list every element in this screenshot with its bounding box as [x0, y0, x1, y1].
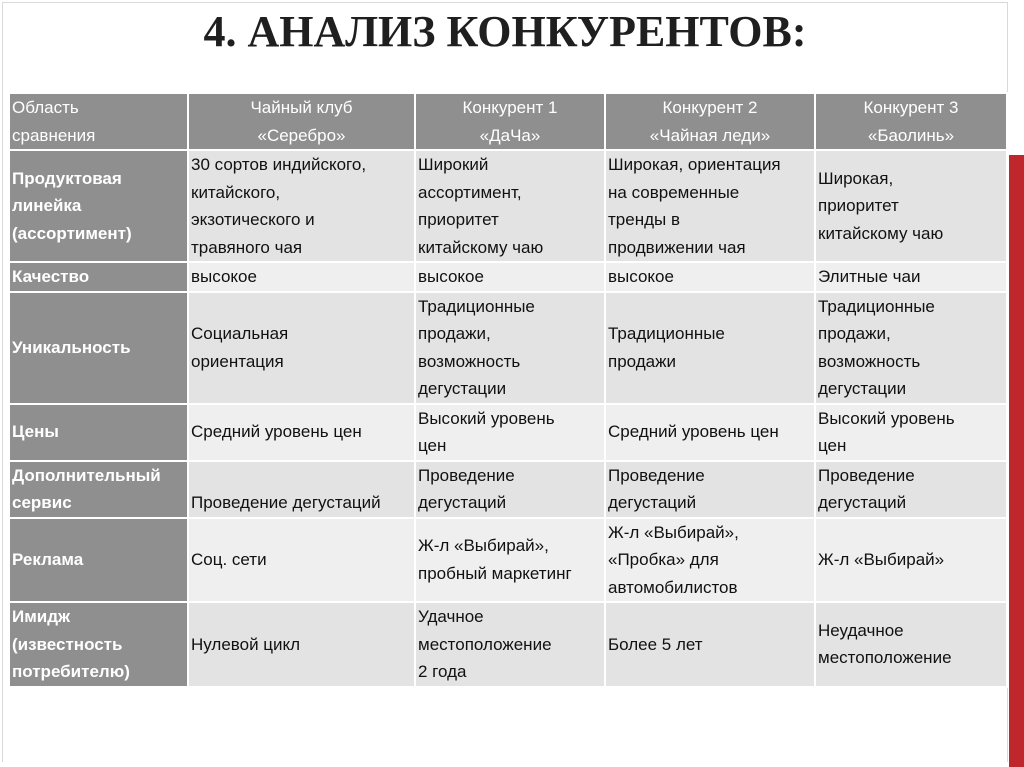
table-cell [188, 292, 415, 404]
cell-line: высокое [608, 267, 674, 286]
cell-line: Высокий уровень [818, 408, 955, 428]
cell-line: Традиционные [418, 296, 535, 316]
table-cell [605, 602, 815, 687]
header-line: Чайный клуб [250, 98, 353, 117]
cell-line: высокое [418, 267, 484, 286]
cell-line: на современные [608, 182, 740, 202]
cell-line: Элитные чаи [818, 267, 921, 286]
table-cell [188, 150, 415, 262]
cell-line: Проведение дегустаций [191, 493, 381, 512]
cell-line: пробный маркетинг [418, 563, 572, 583]
table-cell [415, 262, 605, 292]
row-label-line: (ассортимент) [12, 223, 132, 243]
table-row-uniqueness [9, 292, 1007, 404]
table-cell [815, 404, 1007, 461]
cell-line: продажи, [418, 324, 491, 343]
table-cell [188, 404, 415, 461]
comparison-table [8, 92, 1008, 688]
cell-line: Проведение [608, 465, 705, 485]
cell-line: китайского, [191, 182, 281, 202]
row-label-line: Реклама [12, 550, 84, 569]
cell-line: местоположение [818, 648, 952, 668]
table-cell [815, 461, 1007, 518]
cell-line: высокое [191, 267, 257, 286]
table-row-quality [9, 262, 1007, 292]
table-cell [605, 461, 815, 518]
row-label-service [9, 461, 188, 518]
table-cell [188, 518, 415, 603]
row-label-line: Уникальность [12, 337, 131, 357]
accent-bar [1009, 155, 1024, 767]
cell-line: Неудачное [818, 620, 904, 640]
table-row-advertising [9, 518, 1007, 603]
table-row-prices [9, 404, 1007, 461]
table-cell [605, 292, 815, 404]
row-label-line: Цены [12, 422, 59, 442]
cell-line: Социальная [191, 324, 289, 343]
cell-line: Широкий [418, 155, 489, 174]
table-cell [415, 461, 605, 518]
table-cell [815, 292, 1007, 404]
table-cell [415, 150, 605, 262]
row-label-line: сервис [12, 493, 72, 512]
table-cell [815, 150, 1007, 262]
cell-line: продажи, [818, 324, 891, 343]
cell-line: Нулевой цикл [191, 634, 301, 654]
table-cell [415, 518, 605, 603]
cell-line: цен [818, 436, 847, 455]
header-cell-competitor-2 [605, 93, 815, 150]
header-cell-area [9, 93, 188, 150]
cell-line: 30 сортов индийского, [191, 155, 367, 174]
table-cell [605, 518, 815, 603]
header-line: Конкурент 1 [462, 98, 558, 117]
table-cell [815, 262, 1007, 292]
cell-line: местоположение [418, 634, 552, 654]
cell-line: дегустации [418, 379, 507, 398]
cell-line: Высокий уровень [418, 408, 555, 428]
cell-line: продажи [608, 351, 676, 371]
header-line: «Чайная леди» [649, 125, 771, 145]
cell-line: цен [418, 436, 447, 455]
cell-line: Традиционные [818, 296, 935, 316]
row-label-line: Качество [12, 267, 90, 286]
cell-line: Широкая, [818, 168, 894, 188]
cell-line: ориентация [191, 351, 284, 371]
cell-line: Ж-л «Выбирай», [418, 536, 549, 556]
table-cell [415, 292, 605, 404]
cell-line: автомобилистов [608, 577, 738, 597]
cell-line: «Пробка» для [608, 550, 719, 569]
header-cell-competitor-3 [815, 93, 1007, 150]
row-label-quality [9, 262, 188, 292]
row-label-line: Дополнительный [12, 465, 161, 485]
row-label-line: Имидж [12, 607, 71, 626]
header-line: Область [12, 98, 79, 117]
cell-line: Соц. сети [191, 550, 267, 569]
row-label-line: потребителю) [12, 662, 130, 681]
cell-line: Средний уровень цен [608, 422, 779, 442]
cell-line: дегустаций [418, 493, 507, 512]
table-cell [605, 404, 815, 461]
table-cell [415, 602, 605, 687]
cell-line: 2 года [418, 662, 467, 681]
row-label-uniqueness [9, 292, 188, 404]
header-line: «Серебро» [257, 125, 346, 145]
table-cell [415, 404, 605, 461]
cell-line: китайскому чаю [418, 237, 544, 257]
cell-line: Традиционные [608, 324, 725, 343]
table-cell [188, 262, 415, 292]
cell-line: экзотического и [191, 210, 315, 229]
row-label-line: линейка [12, 196, 82, 216]
row-label-prices [9, 404, 188, 461]
cell-line: возможность [818, 351, 921, 371]
table-cell [605, 262, 815, 292]
row-label-image [9, 602, 188, 687]
cell-line: приоритет [418, 210, 499, 229]
table-cell [188, 602, 415, 687]
cell-line: Проведение [418, 465, 515, 485]
cell-line: приоритет [818, 196, 899, 216]
cell-line: дегустаций [818, 493, 907, 512]
header-line: «Баолинь» [867, 125, 955, 145]
header-cell-serebro [188, 93, 415, 150]
cell-line: возможность [418, 351, 521, 371]
cell-line: Ж-л «Выбирай», [608, 522, 739, 542]
cell-line: Средний уровень цен [191, 422, 362, 442]
row-label-advertising [9, 518, 188, 603]
row-label-assortment [9, 150, 188, 262]
cell-line: продвижении чая [608, 237, 746, 257]
table-cell [815, 518, 1007, 603]
cell-line: Проведение [818, 465, 915, 485]
cell-line: ассортимент, [418, 182, 522, 202]
table-row-service [9, 461, 1007, 518]
table-header-row [9, 93, 1007, 150]
header-cell-competitor-1 [415, 93, 605, 150]
cell-line: китайскому чаю [818, 223, 944, 243]
header-line: Конкурент 2 [662, 98, 758, 117]
cell-line: травяного чая [191, 237, 303, 257]
cell-line: Широкая, ориентация [608, 155, 781, 174]
cell-line: Более 5 лет [608, 634, 703, 654]
cell-line: тренды в [608, 210, 680, 229]
row-label-line: (известность [12, 634, 123, 654]
header-line: Конкурент 3 [863, 98, 959, 117]
cell-line: Удачное [418, 607, 484, 626]
header-line: «ДаЧа» [479, 125, 541, 145]
slide-title: 4. АНАЛИЗ КОНКУРЕНТОВ: [203, 7, 807, 56]
table-cell [815, 602, 1007, 687]
header-line: сравнения [12, 125, 96, 145]
cell-line: дегустаций [608, 493, 697, 512]
cell-line: Ж-л «Выбирай» [818, 550, 945, 569]
table-row-assortment [9, 150, 1007, 262]
row-label-line: Продуктовая [12, 168, 122, 188]
cell-line: дегустации [818, 379, 907, 398]
table-cell [188, 461, 415, 518]
table-row-image [9, 602, 1007, 687]
table-cell [605, 150, 815, 262]
